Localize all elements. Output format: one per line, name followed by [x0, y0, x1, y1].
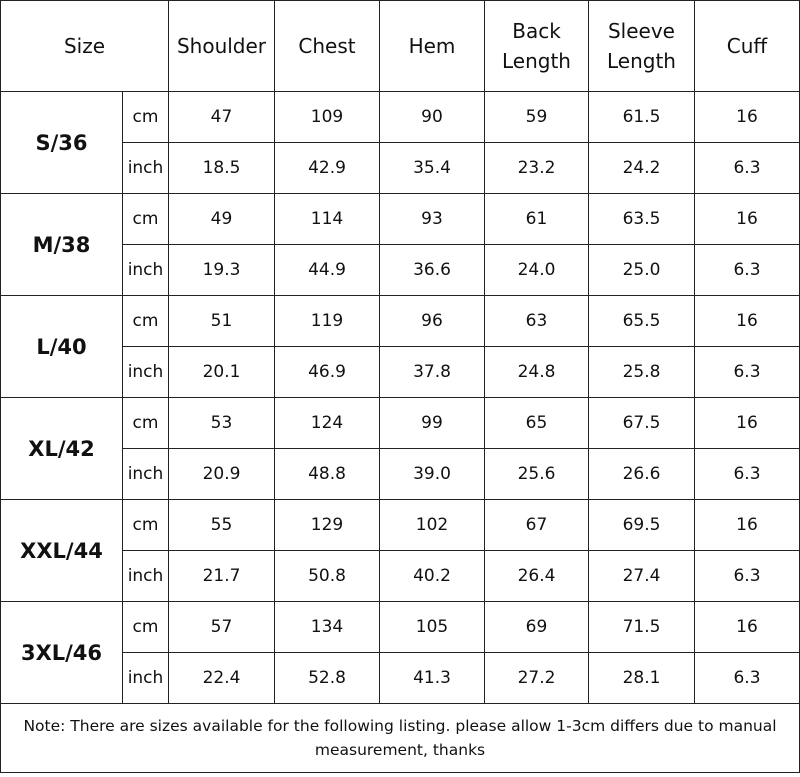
measurement-cell: 6.3	[695, 143, 800, 194]
size-label: 3XL/46	[1, 602, 123, 704]
measurement-cell: 41.3	[380, 653, 485, 704]
measurement-cell: 22.4	[169, 653, 275, 704]
measurement-cell: 6.3	[695, 449, 800, 500]
header-back-length-line2: Length	[502, 49, 571, 73]
measurement-cell: 99	[380, 398, 485, 449]
header-cuff: Cuff	[695, 1, 800, 92]
measurement-cell: 16	[695, 194, 800, 245]
measurement-cell: 44.9	[275, 245, 380, 296]
measurement-cell: 124	[275, 398, 380, 449]
unit-label: inch	[123, 653, 169, 704]
header-back-length	[485, 1, 589, 92]
table-row	[1, 602, 800, 653]
measurement-cell: 6.3	[695, 551, 800, 602]
measurement-cell: 19.3	[169, 245, 275, 296]
measurement-cell: 119	[275, 296, 380, 347]
measurement-cell: 16	[695, 296, 800, 347]
measurement-cell: 16	[695, 92, 800, 143]
measurement-cell: 16	[695, 602, 800, 653]
unit-label: inch	[123, 551, 169, 602]
measurement-cell: 114	[275, 194, 380, 245]
header-chest: Chest	[275, 1, 380, 92]
measurement-cell: 53	[169, 398, 275, 449]
measurement-cell: 134	[275, 602, 380, 653]
measurement-cell: 61.5	[589, 92, 695, 143]
measurement-cell: 24.2	[589, 143, 695, 194]
unit-label: cm	[123, 398, 169, 449]
measurement-cell: 35.4	[380, 143, 485, 194]
measurement-cell: 42.9	[275, 143, 380, 194]
header-row	[1, 1, 800, 92]
measurement-cell: 52.8	[275, 653, 380, 704]
header-hem: Hem	[380, 1, 485, 92]
measurement-cell: 27.2	[485, 653, 589, 704]
header-back-length-line1: Back	[512, 19, 561, 43]
measurement-cell: 57	[169, 602, 275, 653]
table-row	[1, 398, 800, 449]
header-sleeve-length	[589, 1, 695, 92]
size-rows	[1, 92, 800, 704]
measurement-cell: 16	[695, 398, 800, 449]
table-row	[1, 194, 800, 245]
unit-label: inch	[123, 245, 169, 296]
measurement-cell: 28.1	[589, 653, 695, 704]
table-row	[1, 500, 800, 551]
size-label: XXL/44	[1, 500, 123, 602]
measurement-cell: 129	[275, 500, 380, 551]
measurement-cell: 67.5	[589, 398, 695, 449]
measurement-cell: 26.4	[485, 551, 589, 602]
measurement-cell: 25.6	[485, 449, 589, 500]
measurement-cell: 20.1	[169, 347, 275, 398]
measurement-cell: 59	[485, 92, 589, 143]
measurement-cell: 105	[380, 602, 485, 653]
measurement-cell: 65	[485, 398, 589, 449]
measurement-cell: 55	[169, 500, 275, 551]
measurement-cell: 47	[169, 92, 275, 143]
unit-label: cm	[123, 194, 169, 245]
measurement-cell: 65.5	[589, 296, 695, 347]
header-sleeve-length-line2: Length	[607, 49, 676, 73]
table-row	[1, 92, 800, 143]
measurement-cell: 37.8	[380, 347, 485, 398]
measurement-cell: 24.8	[485, 347, 589, 398]
measurement-cell: 49	[169, 194, 275, 245]
measurement-cell: 93	[380, 194, 485, 245]
unit-label: cm	[123, 602, 169, 653]
measurement-cell: 16	[695, 500, 800, 551]
measurement-cell: 6.3	[695, 347, 800, 398]
measurement-cell: 48.8	[275, 449, 380, 500]
header-size: Size	[1, 1, 169, 92]
size-label: S/36	[1, 92, 123, 194]
measurement-cell: 96	[380, 296, 485, 347]
measurement-cell: 25.8	[589, 347, 695, 398]
table-row	[1, 296, 800, 347]
measurement-cell: 50.8	[275, 551, 380, 602]
size-label: M/38	[1, 194, 123, 296]
size-label: L/40	[1, 296, 123, 398]
measurement-cell: 63	[485, 296, 589, 347]
measurement-cell: 6.3	[695, 653, 800, 704]
measurement-cell: 69.5	[589, 500, 695, 551]
measurement-cell: 39.0	[380, 449, 485, 500]
measurement-cell: 69	[485, 602, 589, 653]
unit-label: cm	[123, 500, 169, 551]
measurement-cell: 71.5	[589, 602, 695, 653]
measurement-cell: 61	[485, 194, 589, 245]
measurement-cell: 36.6	[380, 245, 485, 296]
measurement-cell: 67	[485, 500, 589, 551]
measurement-cell: 40.2	[380, 551, 485, 602]
unit-label: inch	[123, 347, 169, 398]
measurement-cell: 109	[275, 92, 380, 143]
size-label: XL/42	[1, 398, 123, 500]
measurement-cell: 102	[380, 500, 485, 551]
unit-label: inch	[123, 143, 169, 194]
unit-label: inch	[123, 449, 169, 500]
unit-label: cm	[123, 296, 169, 347]
note-row	[1, 704, 800, 773]
measurement-cell: 46.9	[275, 347, 380, 398]
measurement-cell: 90	[380, 92, 485, 143]
measurement-cell: 63.5	[589, 194, 695, 245]
measurement-cell: 18.5	[169, 143, 275, 194]
measurement-cell: 21.7	[169, 551, 275, 602]
unit-label: cm	[123, 92, 169, 143]
measurement-cell: 23.2	[485, 143, 589, 194]
measurement-cell: 27.4	[589, 551, 695, 602]
measurement-cell: 51	[169, 296, 275, 347]
header-sleeve-length-line1: Sleeve	[607, 19, 675, 43]
measurement-cell: 25.0	[589, 245, 695, 296]
measurement-cell: 20.9	[169, 449, 275, 500]
measurement-cell: 24.0	[485, 245, 589, 296]
note-text: Note: There are sizes available for the following listing. please allow 1-3cm differs due to manual measurement, thanks	[1, 704, 800, 773]
measurement-cell: 6.3	[695, 245, 800, 296]
header-shoulder: Shoulder	[169, 1, 275, 92]
measurement-cell: 26.6	[589, 449, 695, 500]
